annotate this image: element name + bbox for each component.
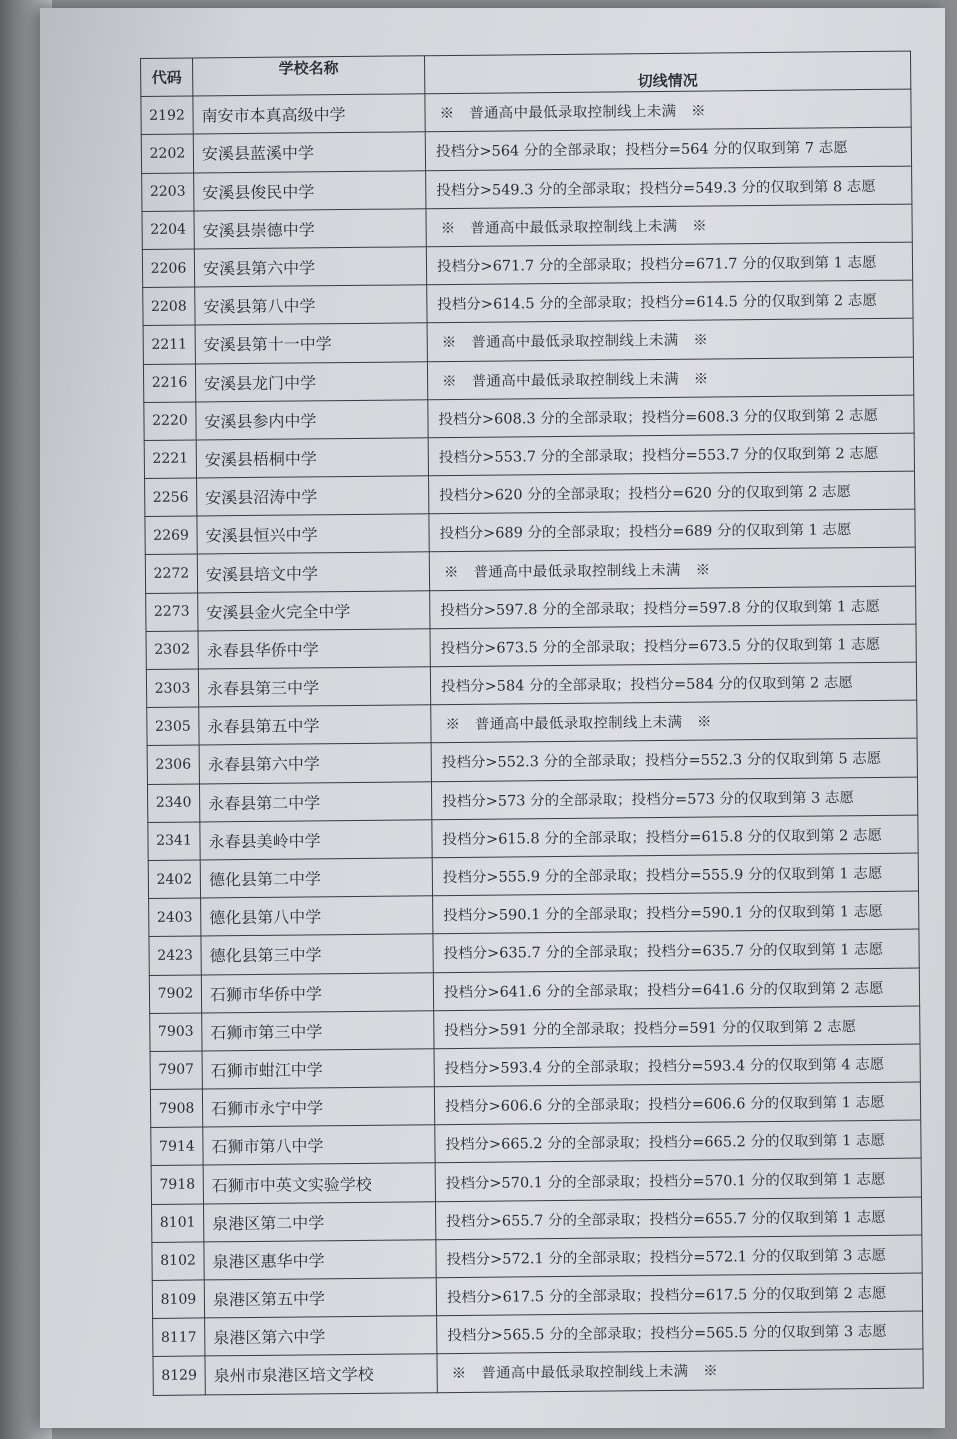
school-name-cell: 泉港区第二中学 [203,1201,435,1241]
cutoff-cell: 投档分>606.6 分的全部录取；投档分=606.6 分的仅取到第 1 志愿 [434,1082,920,1125]
school-code-cell: 7907 [150,1051,202,1090]
school-name-cell: 泉港区第五中学 [204,1278,436,1318]
school-name-cell: 安溪县金火完全中学 [198,590,430,630]
cutoff-cell: 投档分>673.5 分的全部录取；投档分=673.5 分的仅取到第 1 志愿 [430,624,916,667]
header-code: 代码 [141,58,193,97]
school-name-cell: 石狮市第八中学 [203,1125,435,1165]
header-school-name: 学校名称 [193,56,425,96]
school-code-cell: 8117 [153,1318,205,1357]
school-code-cell: 8101 [152,1204,204,1243]
school-name-cell: 永春县第二中学 [199,781,431,821]
school-name-cell: 安溪县第六中学 [194,247,426,287]
school-name-cell: 石狮市永宁中学 [202,1087,434,1127]
cutoff-cell: 投档分>584 分的全部录取；投档分=584 分的仅取到第 2 志愿 [430,662,916,705]
document-page [40,8,945,1428]
school-name-cell: 安溪县崇德中学 [194,209,426,249]
school-name-cell: 永春县第三中学 [198,667,430,707]
cutoff-cell: 投档分>665.2 分的全部录取；投档分=665.2 分的仅取到第 1 志愿 [435,1120,921,1163]
cutoff-cell: 投档分>555.9 分的全部录取；投档分=555.9 分的仅取到第 1 志愿 [432,853,918,896]
school-name-cell: 安溪县参内中学 [196,399,428,439]
school-code-cell: 2402 [148,860,200,899]
school-code-cell: 2269 [145,516,197,555]
school-code-cell: 2208 [143,287,195,326]
school-code-cell: 8129 [153,1356,205,1395]
school-name-cell: 安溪县培文中学 [197,552,429,592]
school-code-cell: 2216 [143,363,195,402]
school-code-cell: 7908 [150,1089,202,1128]
cutoff-cell: 投档分>617.5 分的全部录取；投档分=617.5 分的仅取到第 2 志愿 [436,1273,922,1316]
cutoff-cell: 投档分>573 分的全部录取；投档分=573 分的仅取到第 3 志愿 [431,777,917,820]
cutoff-cell: 投档分>553.7 分的全部录取；投档分=553.7 分的仅取到第 2 志愿 [428,433,914,476]
school-code-cell: 7918 [151,1165,203,1204]
school-code-cell: 2306 [147,745,199,784]
school-code-cell: 2204 [142,211,194,250]
school-code-cell: 7903 [150,1013,202,1052]
school-name-cell: 安溪县恒兴中学 [197,514,429,554]
school-code-cell: 2272 [145,554,197,593]
table-body [141,89,923,1395]
school-code-cell: 2341 [148,822,200,861]
cutoff-cell: 投档分>614.5 分的全部录取；投档分=614.5 分的仅取到第 2 志愿 [427,280,913,323]
school-name-cell: 泉港区第六中学 [205,1316,437,1356]
cutoff-cell: 投档分>689 分的全部录取；投档分=689 分的仅取到第 1 志愿 [429,509,915,552]
school-name-cell: 安溪县第八中学 [195,285,427,325]
cutoff-cell: 投档分>608.3 分的全部录取；投档分=608.3 分的仅取到第 2 志愿 [428,395,914,438]
cutoff-cell: ※ 普通高中最低录取控制线上未满 ※ [427,357,913,400]
school-code-cell: 2192 [141,96,193,135]
admission-cutoff-table [140,51,924,1396]
school-name-cell: 石狮市第三中学 [202,1010,434,1050]
cutoff-cell: 投档分>641.6 分的全部录取；投档分=641.6 分的仅取到第 2 志愿 [433,968,919,1011]
school-name-cell: 泉州市泉港区培文学校 [205,1354,437,1394]
school-code-cell: 2203 [142,173,194,212]
school-name-cell: 德化县第三中学 [201,934,433,974]
school-name-cell: 安溪县俊民中学 [194,170,426,210]
cutoff-cell: 投档分>620 分的全部录取；投档分=620 分的仅取到第 2 志愿 [429,471,915,514]
cutoff-cell: ※ 普通高中最低录取控制线上未满 ※ [429,548,915,591]
school-name-cell: 德化县第八中学 [201,896,433,936]
cutoff-cell: ※ 普通高中最低录取控制线上未满 ※ [425,89,911,132]
school-name-cell: 永春县美岭中学 [200,819,432,859]
school-name-cell: 泉港区惠华中学 [204,1240,436,1280]
cutoff-cell: 投档分>549.3 分的全部录取；投档分=549.3 分的仅取到第 8 志愿 [426,166,912,209]
cutoff-cell: 投档分>570.1 分的全部录取；投档分=570.1 分的仅取到第 1 志愿 [435,1158,921,1201]
school-code-cell: 2202 [141,134,193,173]
cutoff-cell: 投档分>635.7 分的全部录取；投档分=635.7 分的仅取到第 1 志愿 [433,929,919,972]
cutoff-cell: ※ 普通高中最低录取控制线上未满 ※ [437,1349,923,1392]
school-name-cell: 石狮市蚶江中学 [202,1049,434,1089]
school-code-cell: 2302 [146,631,198,670]
cutoff-cell: 投档分>572.1 分的全部录取；投档分=572.1 分的仅取到第 3 志愿 [436,1235,922,1278]
header-cutoff: 切线情况 [424,51,910,94]
school-name-cell: 德化县第二中学 [200,858,432,898]
school-code-cell: 2206 [142,249,194,288]
school-name-cell: 石狮市华侨中学 [201,972,433,1012]
school-name-cell: 永春县第五中学 [199,705,431,745]
admission-cutoff-table-container [140,51,923,1396]
school-code-cell: 2273 [146,593,198,632]
school-code-cell: 8109 [152,1280,204,1319]
table-row [153,1349,923,1395]
cutoff-cell: 投档分>590.1 分的全部录取；投档分=590.1 分的仅取到第 1 志愿 [433,891,919,934]
school-name-cell: 安溪县蓝溪中学 [193,132,425,172]
cutoff-cell: 投档分>597.8 分的全部录取；投档分=597.8 分的仅取到第 1 志愿 [430,586,916,629]
school-name-cell: 永春县第六中学 [199,743,431,783]
cutoff-cell: 投档分>593.4 分的全部录取；投档分=593.4 分的仅取到第 4 志愿 [434,1044,920,1087]
cutoff-cell: 投档分>591 分的全部录取；投档分=591 分的仅取到第 2 志愿 [434,1006,920,1049]
school-code-cell: 2403 [149,898,201,937]
school-code-cell: 7902 [149,974,201,1013]
school-code-cell: 2220 [144,402,196,441]
school-code-cell: 2303 [146,669,198,708]
school-code-cell: 2211 [143,325,195,364]
school-code-cell: 7914 [151,1127,203,1166]
cutoff-cell: ※ 普通高中最低录取控制线上未满 ※ [431,700,917,743]
cutoff-cell: ※ 普通高中最低录取控制线上未满 ※ [426,204,912,247]
cutoff-cell: 投档分>565.5 分的全部录取；投档分=565.5 分的仅取到第 3 志愿 [437,1311,923,1354]
cutoff-cell: 投档分>655.7 分的全部录取；投档分=655.7 分的仅取到第 1 志愿 [435,1197,921,1240]
school-name-cell: 安溪县梧桐中学 [196,438,428,478]
cutoff-cell: 投档分>671.7 分的全部录取；投档分=671.7 分的仅取到第 1 志愿 [426,242,912,285]
school-code-cell: 2221 [144,440,196,479]
cutoff-cell: 投档分>615.8 分的全部录取；投档分=615.8 分的仅取到第 2 志愿 [432,815,918,858]
school-code-cell: 8102 [152,1242,204,1281]
cutoff-cell: ※ 普通高中最低录取控制线上未满 ※ [427,318,913,361]
school-name-cell: 安溪县沼涛中学 [197,476,429,516]
school-name-cell: 南安市本真高级中学 [193,94,425,134]
school-name-cell: 石狮市中英文实验学校 [203,1163,435,1203]
school-code-cell: 2340 [147,784,199,823]
school-code-cell: 2256 [145,478,197,517]
cutoff-cell: 投档分>552.3 分的全部录取；投档分=552.3 分的仅取到第 5 志愿 [431,738,917,781]
school-name-cell: 安溪县龙门中学 [195,361,427,401]
school-name-cell: 永春县华侨中学 [198,629,430,669]
school-name-cell: 安溪县第十一中学 [195,323,427,363]
school-code-cell: 2305 [147,707,199,746]
school-code-cell: 2423 [149,936,201,975]
cutoff-cell: 投档分>564 分的全部录取；投档分=564 分的仅取到第 7 志愿 [425,127,911,170]
